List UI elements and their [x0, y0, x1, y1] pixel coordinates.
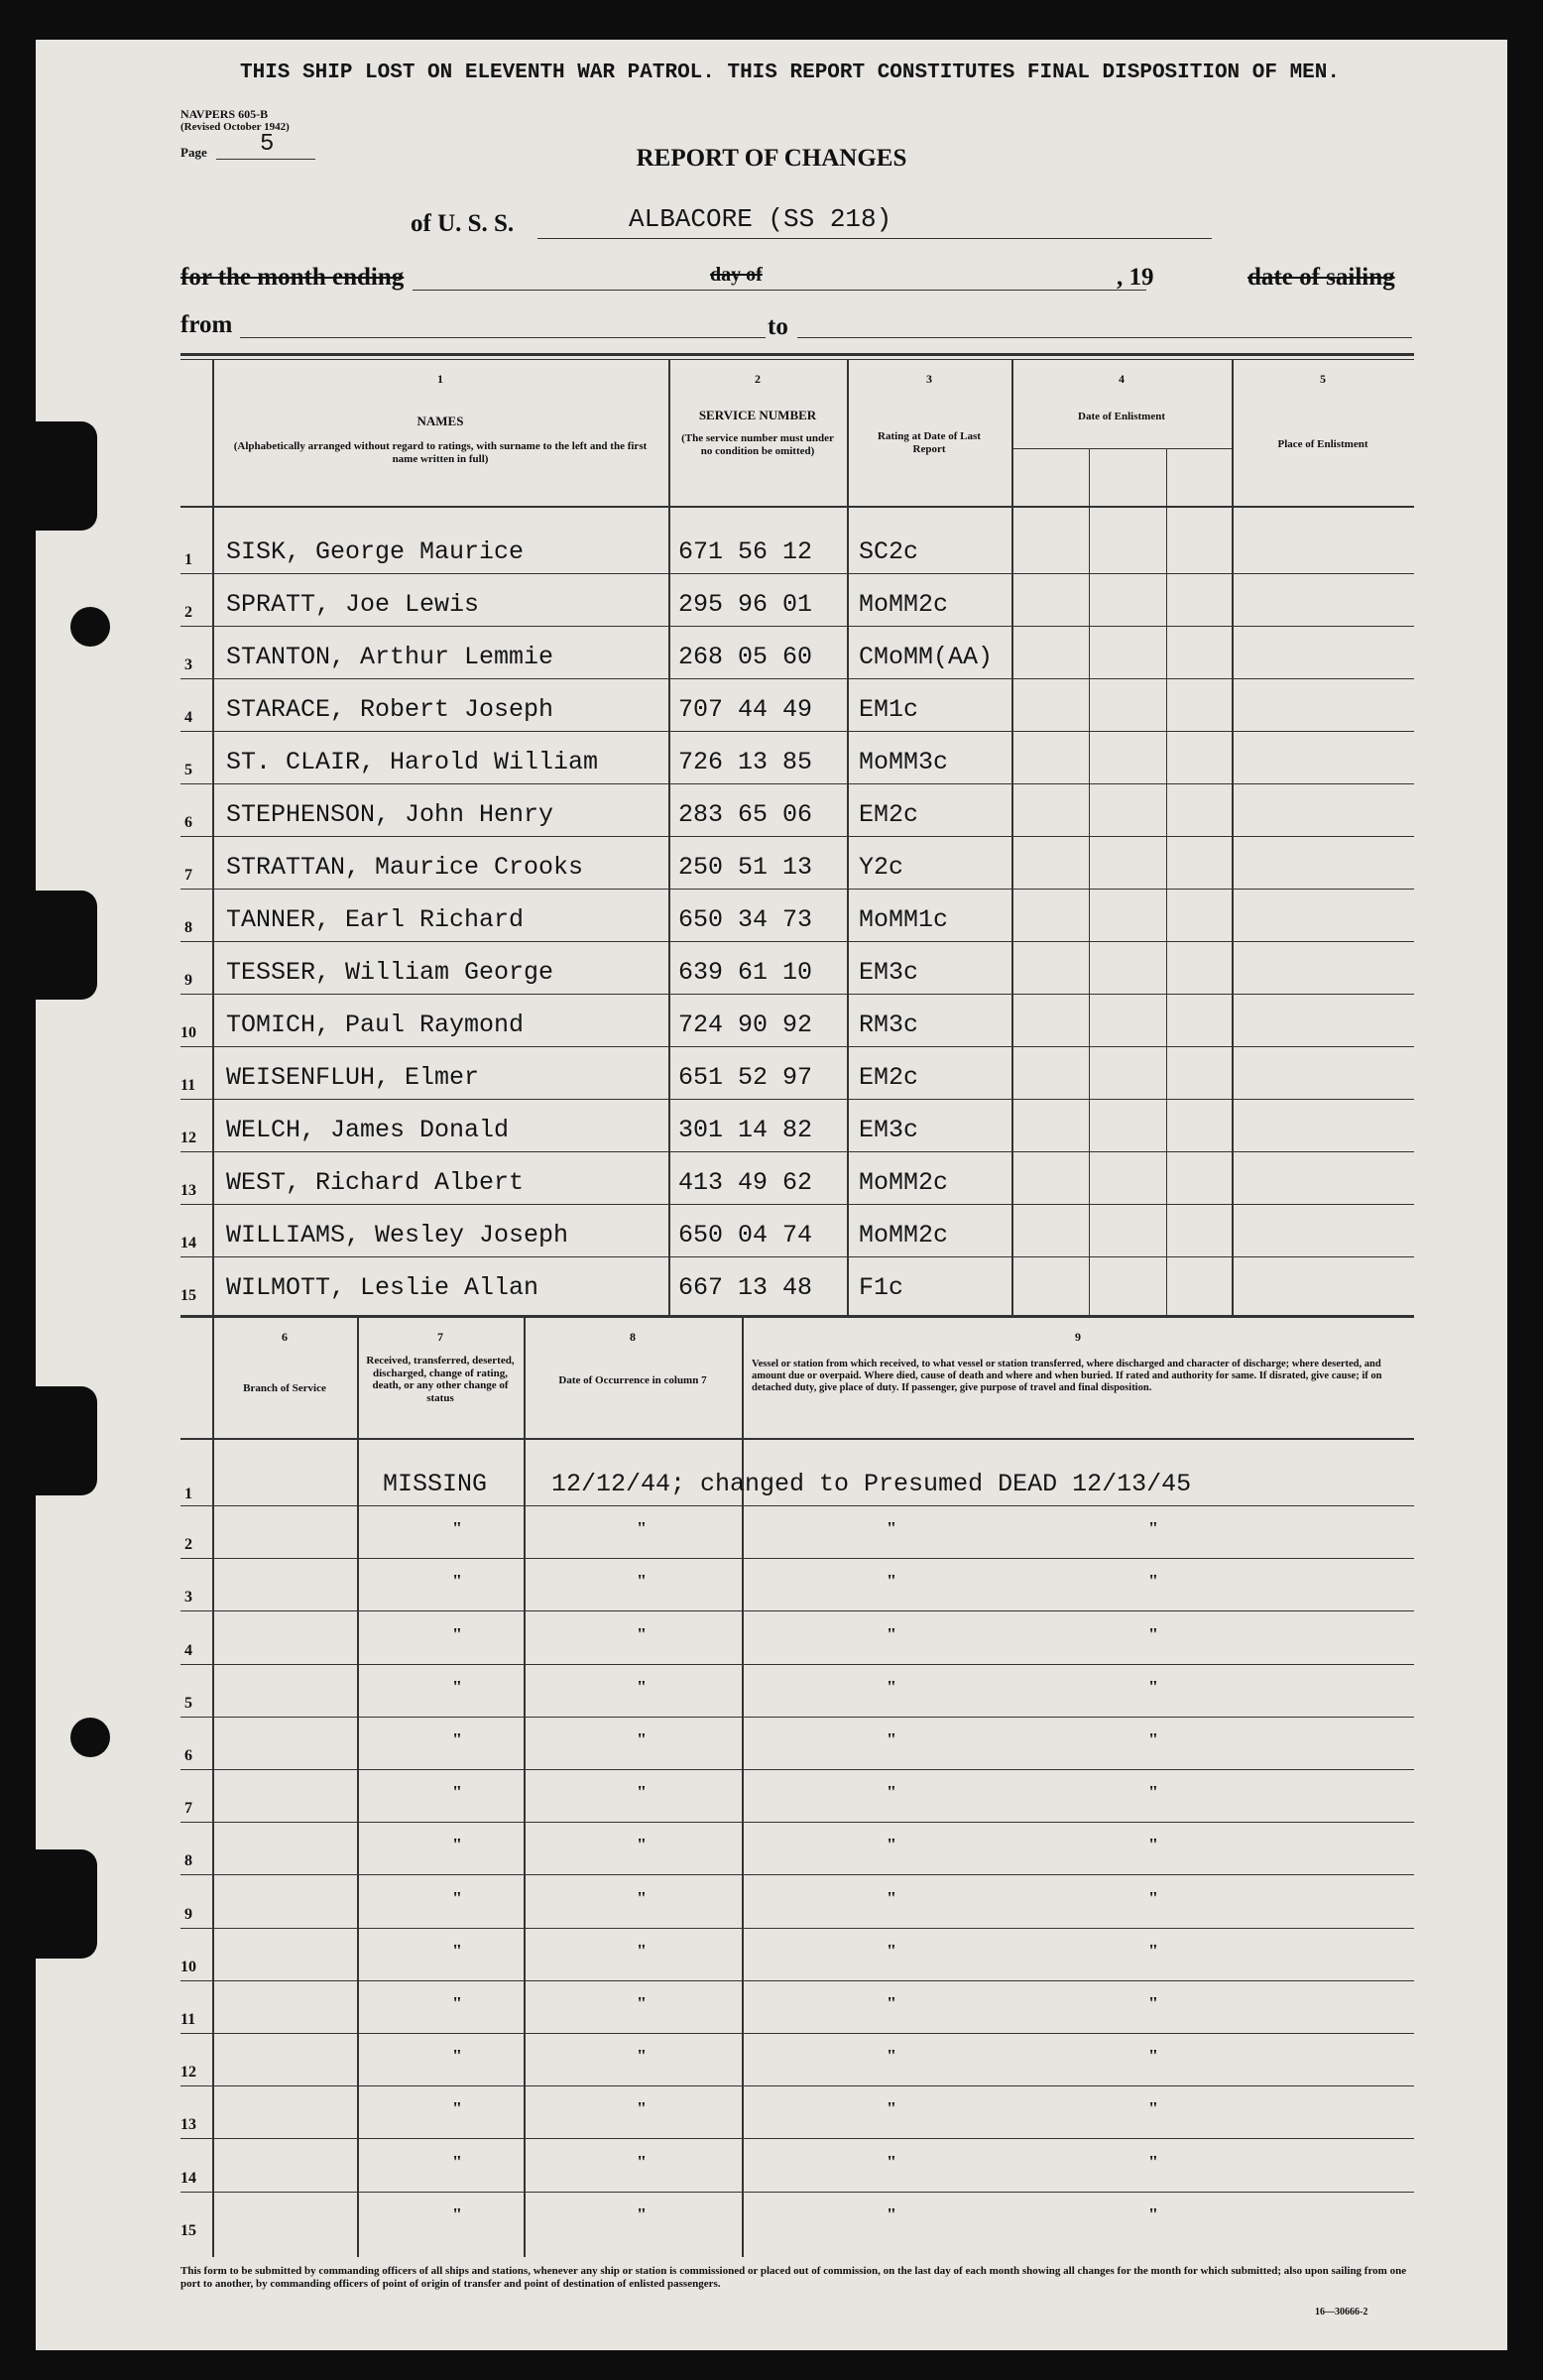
rating: EM3c	[859, 958, 919, 987]
document-page	[36, 40, 1507, 2350]
row-number: 4	[184, 709, 192, 726]
ditto-mark: "	[637, 1571, 647, 1591]
rating: EM3c	[859, 1116, 919, 1144]
ditto-mark: "	[887, 2204, 896, 2224]
day-of-label: day of	[710, 264, 763, 286]
person-name: WEST, Richard Albert	[226, 1168, 525, 1197]
ditto-mark: "	[1148, 2098, 1158, 2118]
form-title: REPORT OF CHANGES	[636, 145, 907, 172]
binder-tab	[36, 1386, 97, 1495]
person-name: STARACE, Robert Joseph	[226, 695, 554, 724]
row-number: 4	[184, 1642, 192, 1659]
row-number: 8	[184, 919, 192, 936]
footer-note: This form to be submitted by commanding officers of all ships and stations, whenever any ship or station is commissioned or placed out of commission, on the last day of each month showing all changes for the month for which submitted; also upon sailing from one port to another, by commanding officers of point of origin of transfer and point of destination of enlisted passengers.	[180, 2265, 1407, 2290]
ditto-mark: "	[887, 1782, 896, 1802]
person-name: WELCH, James Donald	[226, 1116, 510, 1144]
ditto-mark: "	[1148, 2152, 1158, 2172]
col3-header: Rating at Date of Last Report	[878, 430, 981, 455]
col6-number: 6	[282, 1330, 288, 1344]
person-name: SPRATT, Joe Lewis	[226, 590, 480, 619]
person-name: ST. CLAIR, Harold William	[226, 748, 599, 776]
row-number: 13	[180, 1182, 196, 1199]
person-name: TANNER, Earl Richard	[226, 905, 525, 934]
ditto-mark: "	[887, 1624, 896, 1644]
service-number: 295 96 01	[678, 590, 813, 619]
footer-code: 16—30666-2	[1315, 2307, 1368, 2318]
col1-subheader: (Alphabetically arranged without regard to ratings, with surname to the left and the first name written in full)	[233, 440, 648, 465]
ditto-mark: "	[1148, 1729, 1158, 1749]
rating: Y2c	[859, 853, 904, 882]
ditto-mark: "	[887, 1993, 896, 2013]
change-date-disposition: 12/12/44; changed to Presumed DEAD 12/13/45	[551, 1470, 1192, 1498]
ditto-mark: "	[1148, 1571, 1158, 1591]
ditto-mark: "	[637, 1518, 647, 1538]
ditto-mark: "	[452, 1835, 462, 1854]
person-name: STANTON, Arthur Lemmie	[226, 643, 554, 671]
row-number: 2	[184, 604, 192, 621]
row-number: 11	[180, 2011, 196, 2028]
col4-number: 4	[1119, 372, 1125, 386]
to-label: to	[768, 313, 788, 340]
ditto-mark: "	[887, 1677, 896, 1697]
ditto-mark: "	[887, 1835, 896, 1854]
ditto-mark: "	[637, 1782, 647, 1802]
col2-number: 2	[755, 372, 761, 386]
ship-name: ALBACORE (SS 218)	[629, 204, 892, 234]
ditto-mark: "	[887, 2152, 896, 2172]
col9-header: Vessel or station from which received, to what vessel or station transferred, where discharged and character of discharge; where deserted, and amount due or overpaid. Where died, cause of death and where and when buried. If rated and authority for same. If disrated, give cause; if on detached duty, give place of duty. If passenger, give purpose of travel and final disposition.	[752, 1359, 1382, 1394]
ditto-mark: "	[637, 1993, 647, 2013]
col5-header: Place of Enlistment	[1277, 438, 1368, 450]
rating: MoMM1c	[859, 905, 949, 934]
col7-number: 7	[437, 1330, 443, 1344]
ditto-mark: "	[1148, 2204, 1158, 2224]
rating: EM1c	[859, 695, 919, 724]
row-number: 12	[180, 1130, 196, 1146]
service-number: 250 51 13	[678, 853, 813, 882]
ditto-mark: "	[452, 1729, 462, 1749]
ditto-mark: "	[637, 2204, 647, 2224]
ditto-mark: "	[637, 1729, 647, 1749]
col7-header: Received, transferred, deserted, discharged, change of rating, death, or any other change of status	[366, 1355, 515, 1404]
col8-number: 8	[630, 1330, 636, 1344]
rating: MoMM2c	[859, 1168, 949, 1197]
row-number: 9	[184, 972, 192, 989]
ditto-mark: "	[452, 1993, 462, 2013]
row-number: 5	[184, 1695, 192, 1712]
row-number: 13	[180, 2116, 196, 2133]
person-name: TOMICH, Paul Raymond	[226, 1011, 525, 1039]
row-number: 15	[180, 2222, 196, 2239]
ditto-mark: "	[887, 2046, 896, 2066]
ditto-mark: "	[452, 2204, 462, 2224]
col2-subheader: (The service number must under no condition be omitted)	[681, 432, 834, 457]
ditto-mark: "	[887, 1518, 896, 1538]
ditto-mark: "	[637, 1624, 647, 1644]
rating: CMoMM(AA)	[859, 643, 994, 671]
rating: EM2c	[859, 1063, 919, 1092]
row-number: 10	[180, 1959, 196, 1975]
ditto-mark: "	[637, 2098, 647, 2118]
row-number: 7	[184, 867, 192, 884]
person-name: TESSER, William George	[226, 958, 554, 987]
ditto-mark: "	[637, 2152, 647, 2172]
row-number: 8	[184, 1852, 192, 1869]
ditto-mark: "	[1148, 1624, 1158, 1644]
service-number: 283 65 06	[678, 800, 813, 829]
ditto-mark: "	[887, 1888, 896, 1908]
ditto-mark: "	[452, 1571, 462, 1591]
of-uss-label: of U. S. S.	[411, 210, 515, 237]
ditto-mark: "	[1148, 1993, 1158, 2013]
rating: MoMM3c	[859, 748, 949, 776]
col9-number: 9	[1075, 1330, 1081, 1344]
from-label: from	[180, 311, 233, 338]
ditto-mark: "	[452, 1941, 462, 1961]
service-number: 671 56 12	[678, 537, 813, 566]
rating: MoMM2c	[859, 1221, 949, 1250]
ditto-mark: "	[1148, 1677, 1158, 1697]
ditto-mark: "	[637, 1941, 647, 1961]
ditto-mark: "	[637, 2046, 647, 2066]
col3-number: 3	[926, 372, 932, 386]
punch-hole	[70, 1718, 110, 1757]
ditto-mark: "	[1148, 1518, 1158, 1538]
ditto-mark: "	[452, 1782, 462, 1802]
service-number: 650 04 74	[678, 1221, 813, 1250]
person-name: WEISENFLUH, Elmer	[226, 1063, 480, 1092]
ditto-mark: "	[452, 1518, 462, 1538]
person-name: STEPHENSON, John Henry	[226, 800, 554, 829]
row-number: 6	[184, 1747, 192, 1764]
ditto-mark: "	[637, 1888, 647, 1908]
form-code: NAVPERS 605-B	[180, 107, 269, 121]
rating: F1c	[859, 1273, 904, 1302]
row-number: 10	[180, 1024, 196, 1041]
service-number: 650 34 73	[678, 905, 813, 934]
service-number: 726 13 85	[678, 748, 813, 776]
ditto-mark: "	[1148, 1888, 1158, 1908]
binder-tab	[36, 891, 97, 1000]
ditto-mark: "	[1148, 1941, 1158, 1961]
rating: EM2c	[859, 800, 919, 829]
change-status: MISSING	[383, 1470, 488, 1498]
person-name: WILLIAMS, Wesley Joseph	[226, 1221, 569, 1250]
binder-tab	[36, 1849, 97, 1959]
row-number: 1	[184, 551, 192, 568]
ditto-mark: "	[1148, 1835, 1158, 1854]
row-number: 1	[184, 1486, 192, 1502]
ditto-mark: "	[887, 1941, 896, 1961]
form-revision: (Revised October 1942)	[180, 121, 290, 133]
service-number: 413 49 62	[678, 1168, 813, 1197]
ditto-mark: "	[452, 1888, 462, 1908]
service-number: 301 14 82	[678, 1116, 813, 1144]
ditto-mark: "	[452, 2152, 462, 2172]
ditto-mark: "	[637, 1835, 647, 1854]
person-name: SISK, George Maurice	[226, 537, 525, 566]
row-number: 14	[180, 2170, 196, 2187]
ditto-mark: "	[1148, 2046, 1158, 2066]
col8-header: Date of Occurrence in column 7	[558, 1374, 707, 1386]
ditto-mark: "	[452, 1624, 462, 1644]
col1-number: 1	[437, 372, 443, 386]
row-number: 14	[180, 1235, 196, 1251]
service-number: 639 61 10	[678, 958, 813, 987]
page-label: Page	[180, 145, 207, 160]
binder-tab	[36, 421, 97, 531]
ditto-mark: "	[637, 1677, 647, 1697]
service-number: 707 44 49	[678, 695, 813, 724]
service-number: 667 13 48	[678, 1273, 813, 1302]
person-name: STRATTAN, Maurice Crooks	[226, 853, 584, 882]
col4-header: Date of Enlistment	[1078, 411, 1165, 422]
lower-table-top-rule	[180, 1315, 1414, 1318]
row-number: 9	[184, 1906, 192, 1923]
row-number: 2	[184, 1536, 192, 1553]
rating: MoMM2c	[859, 590, 949, 619]
final-disposition-notice: THIS SHIP LOST ON ELEVENTH WAR PATROL. THIS REPORT CONSTITUTES FINAL DISPOSITION OF MEN.	[240, 61, 1340, 84]
year-label: , 19	[1117, 264, 1154, 291]
row-number: 3	[184, 1589, 192, 1606]
col1-header: NAMES	[416, 414, 464, 428]
ditto-mark: "	[452, 1677, 462, 1697]
ditto-mark: "	[1148, 1782, 1158, 1802]
row-number: 12	[180, 2064, 196, 2081]
ditto-mark: "	[452, 2046, 462, 2066]
row-number: 7	[184, 1800, 192, 1817]
col5-number: 5	[1320, 372, 1326, 386]
page-number: 5	[260, 131, 275, 158]
rating: RM3c	[859, 1011, 919, 1039]
row-number: 6	[184, 814, 192, 831]
ditto-mark: "	[452, 2098, 462, 2118]
punch-hole	[70, 607, 110, 647]
service-number: 651 52 97	[678, 1063, 813, 1092]
row-number: 15	[180, 1287, 196, 1304]
service-number: 724 90 92	[678, 1011, 813, 1039]
col6-header: Branch of Service	[243, 1382, 326, 1394]
ditto-mark: "	[887, 1729, 896, 1749]
upper-table-top-rule	[180, 353, 1414, 356]
ditto-mark: "	[887, 1571, 896, 1591]
service-number: 268 05 60	[678, 643, 813, 671]
row-number: 5	[184, 762, 192, 778]
month-ending-label: for the month ending	[180, 264, 405, 291]
date-of-sailing-label: date of sailing	[1247, 264, 1395, 291]
row-number: 11	[180, 1077, 196, 1094]
person-name: WILMOTT, Leslie Allan	[226, 1273, 539, 1302]
col2-header: SERVICE NUMBER	[698, 408, 817, 422]
ditto-mark: "	[887, 2098, 896, 2118]
row-number: 3	[184, 656, 192, 673]
rating: SC2c	[859, 537, 919, 566]
